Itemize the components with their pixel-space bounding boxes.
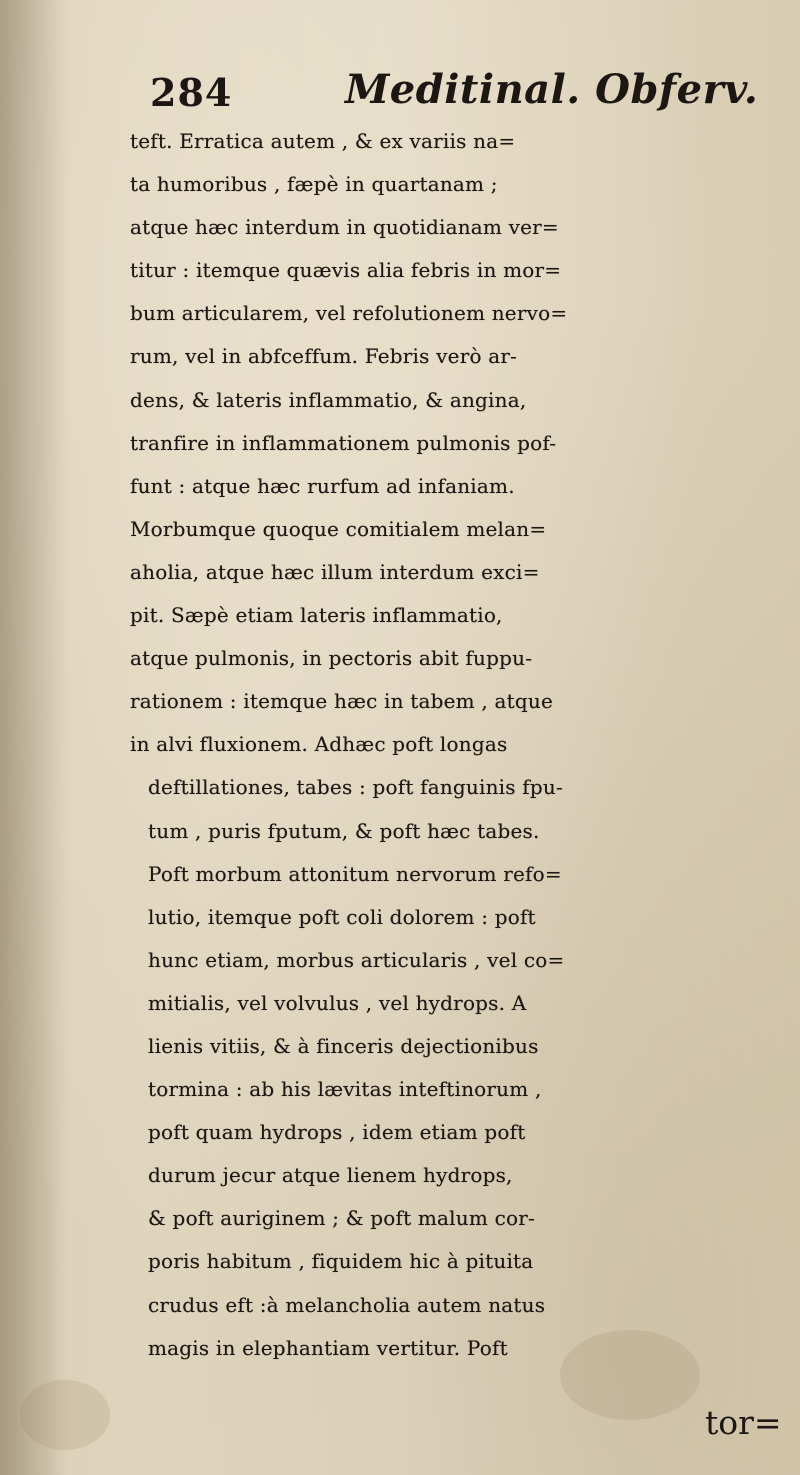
paper-stain bbox=[20, 1380, 110, 1450]
text-line: atque hæc interdum in quotidianam ver= bbox=[130, 215, 559, 240]
text-line: deftillationes, tabes : poft fanguinis fpu- bbox=[148, 775, 563, 800]
page-number: 284 bbox=[150, 70, 233, 115]
text-line: lutio, itemque poft coli dolorem : poft bbox=[148, 904, 536, 929]
text-line: atque pulmonis, in pectoris abit fuppu- bbox=[130, 646, 533, 671]
text-line: crudus eft :à melancholia autem natus bbox=[148, 1292, 546, 1317]
text-line: Poft morbum attonitum nervorum refo= bbox=[148, 861, 562, 886]
text-line: bum articularem, vel refolutionem nervo= bbox=[130, 301, 568, 326]
text-line: durum jecur atque lienem hydrops, bbox=[148, 1163, 513, 1188]
running-head: Meditinal. Obferv. bbox=[345, 66, 759, 113]
text-line: ta humoribus , fæpè in quartanam ; bbox=[130, 172, 498, 197]
text-line: funt : atque hæc rurfum ad infaniam. bbox=[130, 473, 515, 498]
page-header bbox=[150, 62, 759, 122]
body-text bbox=[130, 120, 800, 1370]
text-line: rum, vel in abfceffum. Febris verò ar- bbox=[130, 344, 518, 369]
text-line: titur : itemque quævis alia febris in mor= bbox=[130, 258, 562, 283]
text-line: poris habitum , fiquidem hic à pituita bbox=[148, 1249, 534, 1274]
text-line: aholia, atque hæc illum interdum exci= bbox=[130, 559, 540, 584]
text-line: Morbumque quoque comitialem melan= bbox=[130, 516, 547, 541]
text-line: & poft auriginem ; & poft malum cor- bbox=[148, 1206, 535, 1231]
gutter-shadow bbox=[0, 0, 70, 1475]
text-line: teft. Erratica autem , & ex variis na= bbox=[130, 129, 516, 153]
catchword: tor= bbox=[705, 1403, 782, 1442]
text-line: mitialis, vel volvulus , vel hydrops. A bbox=[148, 990, 527, 1015]
text-line: rationem : itemque hæc in tabem , atque bbox=[130, 689, 553, 714]
text-line: in alvi fluxionem. Adhæc poft longas bbox=[130, 732, 508, 757]
text-line: dens, & lateris inflammatio, & angina, bbox=[130, 387, 527, 412]
text-line: tranfire in inflammationem pulmonis pof- bbox=[130, 430, 557, 455]
text-line: poft quam hydrops , idem etiam poft bbox=[148, 1120, 526, 1145]
text-line: magis in elephantiam vertitur. Poft bbox=[148, 1335, 508, 1360]
text-line: hunc etiam, morbus articularis , vel co= bbox=[148, 947, 565, 972]
text-line: tum , puris fputum, & poft hæc tabes. bbox=[148, 818, 540, 843]
text-line: tormina : ab his lævitas inteftinorum , bbox=[148, 1077, 542, 1102]
text-line: lienis vitiis, & à finceris dejectionibus bbox=[148, 1033, 539, 1058]
text-line: pit. Sæpè etiam lateris inflammatio, bbox=[130, 603, 503, 628]
